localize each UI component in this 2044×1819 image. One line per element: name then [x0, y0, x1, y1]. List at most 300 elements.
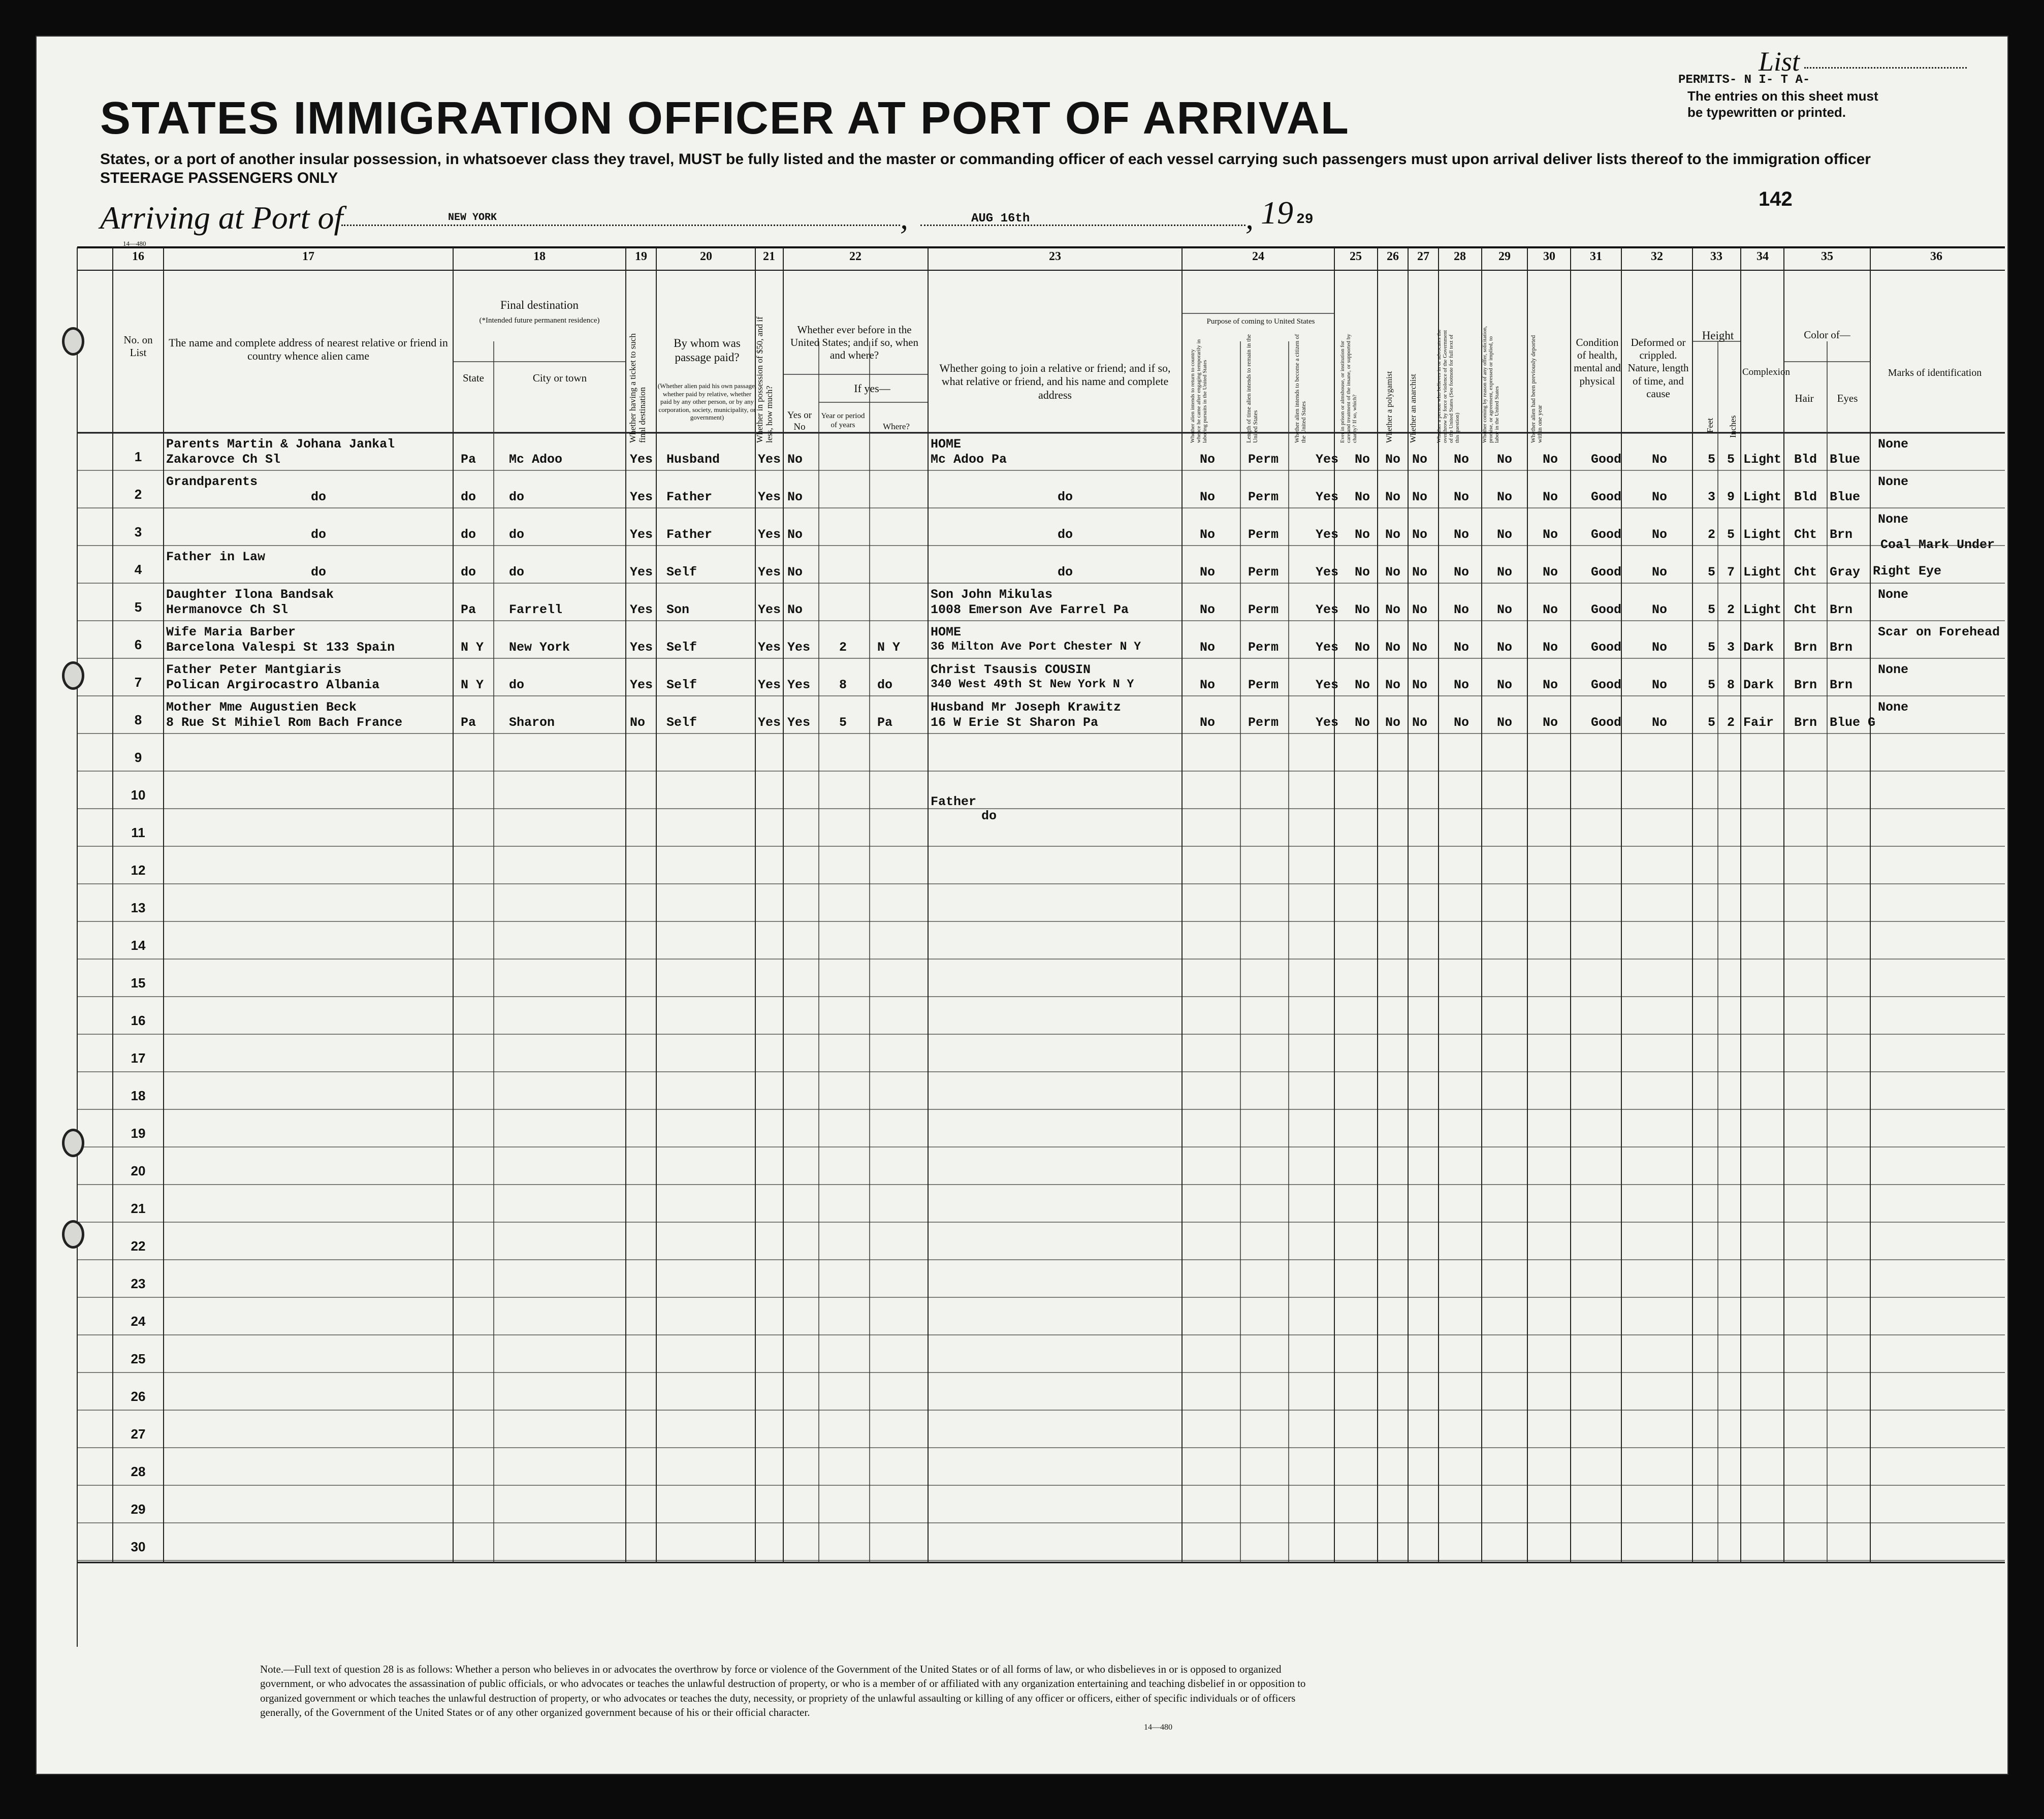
join-line-2: 16 W Erie St Sharon Pa — [931, 715, 1099, 730]
purpose-stay: Perm — [1248, 715, 1279, 730]
identification-marks: Scar on Forehead — [1878, 625, 2000, 640]
prison-answer: No — [1355, 602, 1370, 617]
header-before-yesno: Yes or No — [787, 410, 812, 432]
passage-paid-by: Husband — [666, 452, 720, 467]
money-answer: Yes — [758, 602, 781, 617]
money-answer: Yes — [758, 527, 781, 542]
before-answer: Yes — [787, 678, 811, 692]
row-number: 10 — [131, 787, 146, 803]
overthrow-answer: No — [1454, 490, 1470, 504]
typewritten-note-2: be typewritten or printed. — [1687, 105, 1846, 120]
purpose-stay: Perm — [1248, 678, 1279, 692]
height-feet: 5 — [1708, 452, 1716, 467]
purpose-return: No — [1200, 565, 1216, 580]
hair-color: Cht — [1794, 565, 1817, 580]
header-where: Where? — [883, 422, 910, 431]
relative-name: Parents Martin & Johana Jankal — [166, 437, 395, 452]
column-number: 32 — [1651, 250, 1663, 263]
footnote: Note.—Full text of question 28 is as follows: Whether a person who believes in or advocates the overthrow by force or violence of the Government of the United States or of all forms of law, or who disbelieves in or is opposed to organized government, or who advocates the assassination of public officials, or who advocates or teaches the unlawful destruction of property, or who is a member of or affiliated with any organization entertaining and teaching disbelief in or opposition to organized government or which teaches the unlawful destruction of property, or who advocates or teaches the duty, necessity, or propriety of the unlawful assaulting or killing of any officer or officers, either of specific individuals or of officers generally, of the Government of the United States or of any other organized government because of his or their official character. — [260, 1663, 1306, 1719]
eye-color: Brn — [1830, 602, 1853, 617]
anarchist-answer: No — [1412, 565, 1428, 580]
purpose-return: No — [1200, 602, 1216, 617]
destination-city: Mc Adoo — [509, 452, 563, 467]
purpose-citizen: Yes — [1316, 565, 1339, 580]
health-condition: Good — [1591, 715, 1622, 730]
hair-color: Brn — [1794, 640, 1817, 655]
money-answer: Yes — [758, 565, 781, 580]
column-number: 27 — [1417, 250, 1429, 263]
height-feet: 5 — [1708, 565, 1716, 580]
row-number: 30 — [131, 1539, 146, 1554]
row-number: 7 — [134, 675, 142, 690]
destination-city: do — [509, 565, 525, 580]
before-answer: No — [787, 490, 803, 504]
labor-offer-answer: No — [1497, 527, 1513, 542]
header-complexion: Complexion — [1742, 367, 1790, 377]
column-number: 22 — [849, 250, 861, 263]
manifest-sheet: STATES IMMIGRATION OFFICER AT PORT OF ARRIVAL States, or a port of another insular possession, in whatsoever class they travel, MUST be fully listed and the master or commanding officer of each vessel carrying such passengers must upon arrival deliver lists thereof to the immigration officer STEERAGE PASSENGERS ONLY Arriving at Port of NEW YORK , AUG 16th , 19 29 142 List PERMITS- N I- T A- The entries on this sheet must be typewritten or printed. 14—480 16 17 18 19 20 21 22 23 24 25 26 27 28 29 30 31 32 33 34 35 36 No. on List The name and complete address of nearest relative or friend in country whence alien came Final destination (*Intended future permanent residence) State City or town Whether having a ticket to such final destination By whom was passage paid? (Whether alien paid his own passage, whether paid by relative, whether paid by any other person, or by any corporation, society, municipality, or government) Whether in possession of $50, and if less, how much? Whether ever before in the United States; and if so, when and where? Yes or No If yes— Year or period of years Where? Whether going to join a relative or friend; and if so, what relative or friend, and his name and complete address Purpose of coming to United States Whether alien intends to return to country whence he came after engaging temporarily in laboring pursuits in the United States Length of time alien intends to remain in the United States Whether alien intends to become a citizen of the United States Ever in prison or almshouse, or institution for care and treatment of the insane, or supported by charity? If so, which? Whether a polygamist Whether an anarchist Whether a person who believes in or advocates the overthrow by force or violence of the Government of the United States (See footnote for full text of this question) Whether coming by reason of any offer, solicitation, promise, or agreement, expressed or implied, to labor in the United States Whether alien had been previously deported within one year Condition of health, mental and physical Deformed or crippled. Nature, length of time, and cause Height Feet Inches Complexion Color of— Hair Eyes Marks of identification 1 2 3 4 5 6 7 8 9 10 11 12 13 14 15 16 17 18 19 20 21 22 23 24 25 26 27 28 29 30 Parents Martin & Johana Jankal Zakarovce Ch Sl Pa Mc Adoo Yes Husband Yes No HOME Mc Adoo Pa No Perm Yes No No No No No No Good No 5 5 Light Bld Blue None Grandparents do do do Yes Father Yes No do No Perm Yes No No No No No No Good No 3 9 Light Bld Blue None do do do Yes Father Yes No do No Perm Yes No No No No No No Good No 2 5 Light Cht Brn None Father in Law do do do Yes Self Yes No do No Perm Yes No No No No No No Good No 5 7 Light Cht Gray Coal Mark Under Right Eye Daughter Ilona Bandsak Hermanovce Ch Sl Pa Farrell Yes Son Yes No Son John Mikulas 1008 Emerson Ave Farrel Pa No Perm Yes No No No No No No Good No 5 2 Light Cht Brn None Wife Maria Barber Barcelona Valespi St 133 Spain N Y New York Yes Self Yes Yes 2 N Y HOME 36 Milton Ave Port Chester N Y No Perm Yes No No No No No No Good No 5 3 Dark Brn Brn Scar on Forehead Father Peter Mantgiaris Polican Argirocastro Albania N Y do Yes Self Yes Yes 8 do Christ Tsausis COUSIN 340 West 49th St New York N Y No Perm Yes No No No No No No Good No 5 8 Dark Brn Brn None Mother Mme Augustien Beck 8 Rue St Mihiel Rom Bach France Pa Sharon No Self Yes Yes 5 Pa Husband Mr Joseph Krawitz 16 W Erie St Sharon Pa No Perm Yes No No No No No No Good No 5 2 Fair Brn Blue G None Father do Note.—Full text of question 28 is as follows: Whether a person who believes in or advocates the overthrow by force or violence of the Government of the United States or of all forms of law, or who disbelieves in or is opposed to organized government, or who advocates the assassination of public officials, or who advocates or teaches the unlawful destruction of property, or who is a member of or affiliated with any organization entertaining and teaching disbelief in or opposition to organized government or which teaches the unlawful destruction of property, or who advocates or teaches the duty, necessity, or propriety of the unlawful assaulting or killing of any officer or officers, either of specific individuals or of officers generally, of the Government of the United States or of any other organized government because of his or their official character. 14—480 — [36, 36, 2008, 1775]
health-condition: Good — [1591, 527, 1622, 542]
ticket-answer: Yes — [630, 452, 653, 467]
passenger-class: STEERAGE PASSENGERS ONLY — [100, 170, 338, 186]
ticket-answer: Yes — [630, 640, 653, 655]
column-number: 17 — [302, 250, 314, 263]
complexion-value: Light — [1743, 527, 1782, 542]
join-line-1: Husband Mr Joseph Krawitz — [931, 700, 1122, 715]
marks-line-1: Coal Mark Under — [1880, 537, 1995, 552]
deported-answer: No — [1543, 452, 1558, 467]
hair-color: Bld — [1794, 490, 1817, 504]
health-condition: Good — [1591, 490, 1622, 504]
height-feet: 5 — [1708, 640, 1716, 655]
column-number: 24 — [1252, 250, 1264, 263]
purpose-return: No — [1200, 452, 1216, 467]
row-number: 19 — [131, 1126, 146, 1141]
page-title: STATES IMMIGRATION OFFICER AT PORT OF ARRIVAL — [100, 93, 1350, 144]
deported-answer: No — [1543, 565, 1558, 580]
height-inches: 9 — [1727, 490, 1735, 504]
relative-address: Hermanovce Ch Sl — [166, 602, 289, 617]
hair-color: Brn — [1794, 678, 1817, 692]
row-number: 28 — [131, 1464, 146, 1479]
header-final-destination-sub: (*Intended future permanent residence) — [479, 316, 600, 325]
destination-state: Pa — [461, 715, 476, 730]
header-no-on-list: No. on List — [123, 334, 153, 359]
header-prison: Ever in prison or almshouse, or institution for care and treatment of the insane, or supported by charity? If so, which? — [1339, 334, 1358, 443]
header-passage-paid: By whom was passage paid? — [674, 337, 741, 364]
row-number: 2 — [134, 487, 142, 502]
purpose-citizen: Yes — [1316, 602, 1339, 617]
header-ticket: Whether having a ticket to such final destination — [628, 333, 647, 443]
header-polygamist: Whether a polygamist — [1385, 371, 1394, 443]
overthrow-answer: No — [1454, 452, 1470, 467]
anarchist-answer: No — [1412, 602, 1428, 617]
column-number: 30 — [1543, 250, 1555, 263]
footer-code: 14—480 — [1144, 1723, 1172, 1732]
form-code: 14—480 — [123, 240, 146, 247]
column-number: 34 — [1756, 250, 1769, 263]
purpose-stay: Perm — [1248, 527, 1279, 542]
height-inches: 2 — [1727, 715, 1735, 730]
before-answer: No — [787, 527, 803, 542]
purpose-stay: Perm — [1248, 565, 1279, 580]
height-inches: 5 — [1727, 452, 1735, 467]
prison-answer: No — [1355, 678, 1370, 692]
labor-offer-answer: No — [1497, 715, 1513, 730]
row-number: 1 — [134, 449, 142, 464]
destination-state: Pa — [461, 602, 476, 617]
prison-answer: No — [1355, 715, 1370, 730]
header-overthrow: Whether a person who believes in or advocates the overthrow by force or violence of the Government of the United States (See footnote for full text of this question) — [1436, 329, 1461, 443]
marks-line-2: Right Eye — [1873, 564, 1942, 579]
health-condition: Good — [1591, 678, 1622, 692]
deformed-answer: No — [1652, 565, 1668, 580]
header-feet: Feet — [1705, 418, 1715, 433]
prison-answer: No — [1355, 490, 1370, 504]
header-purpose-return: Whether alien intends to return to country whence he came after engaging temporarily in laboring pursuits in the United States — [1190, 339, 1208, 443]
before-answer: No — [787, 602, 803, 617]
header-color-of: Color of— — [1804, 329, 1850, 341]
punch-hole — [62, 1129, 84, 1157]
header-state: State — [463, 372, 484, 384]
arrival-date: AUG 16th — [971, 212, 1030, 226]
prison-answer: No — [1355, 640, 1370, 655]
before-where: do — [877, 678, 893, 692]
purpose-stay: Perm — [1248, 640, 1279, 655]
header-years: Year or period of years — [821, 412, 865, 429]
health-condition: Good — [1591, 602, 1622, 617]
height-inches: 5 — [1727, 527, 1735, 542]
before-where: N Y — [877, 640, 901, 655]
header-final-destination: Final destination — [500, 299, 579, 311]
header-purpose-length: Length of time alien intends to remain in the United States — [1245, 334, 1259, 443]
column-number: 23 — [1049, 250, 1061, 263]
row-number: 13 — [131, 900, 146, 915]
row-number: 21 — [131, 1201, 146, 1216]
row-number: 14 — [131, 938, 146, 953]
purpose-return: No — [1200, 490, 1216, 504]
purpose-citizen: Yes — [1316, 527, 1339, 542]
column-number: 29 — [1498, 250, 1511, 263]
destination-city: do — [509, 490, 525, 504]
ticket-answer: Yes — [630, 602, 653, 617]
height-feet: 5 — [1708, 678, 1716, 692]
height-feet: 5 — [1708, 715, 1716, 730]
punch-hole — [62, 1220, 84, 1249]
row-number: 27 — [131, 1426, 146, 1442]
punch-hole — [62, 661, 84, 690]
prison-answer: No — [1355, 565, 1370, 580]
complexion-value: Fair — [1743, 715, 1774, 730]
deported-answer: No — [1543, 527, 1558, 542]
identification-marks: None — [1878, 662, 1909, 677]
overthrow-answer: No — [1454, 602, 1470, 617]
purpose-citizen: Yes — [1316, 452, 1339, 467]
deformed-answer: No — [1652, 678, 1668, 692]
before-answer: No — [787, 565, 803, 580]
header-health: Condition of health, mental and physical — [1574, 336, 1621, 387]
hair-color: Brn — [1794, 715, 1817, 730]
height-inches: 3 — [1727, 640, 1735, 655]
deformed-answer: No — [1652, 715, 1668, 730]
ticket-answer: Yes — [630, 527, 653, 542]
purpose-stay: Perm — [1248, 602, 1279, 617]
overthrow-answer: No — [1454, 565, 1470, 580]
passage-paid-by: Self — [666, 715, 697, 730]
anarchist-answer: No — [1412, 452, 1428, 467]
row-number: 3 — [134, 524, 142, 539]
deformed-answer: No — [1652, 490, 1668, 504]
relative-address: Polican Argirocastro Albania — [166, 678, 380, 692]
purpose-citizen: Yes — [1316, 640, 1339, 655]
relative-address: 8 Rue St Mihiel Rom Bach France — [166, 715, 403, 730]
header-relative-address: The name and complete address of nearest relative or friend in country whence alien came — [169, 336, 448, 363]
row-number: 6 — [134, 637, 142, 652]
purpose-return: No — [1200, 678, 1216, 692]
relative-address: Zakarovce Ch Sl — [166, 452, 281, 467]
typewritten-note-1: The entries on this sheet must — [1687, 88, 1878, 104]
page-number: 142 — [1759, 188, 1793, 210]
passage-paid-by: Self — [666, 640, 697, 655]
column-number: 35 — [1821, 250, 1833, 263]
complexion-value: Dark — [1743, 640, 1774, 655]
destination-state: Pa — [461, 452, 476, 467]
ticket-answer: Yes — [630, 678, 653, 692]
header-city: City or town — [532, 372, 587, 384]
labor-offer-answer: No — [1497, 640, 1513, 655]
deformed-answer: No — [1652, 527, 1668, 542]
header-join-relative: Whether going to join a relative or friend; and if so, what relative or friend, and his name and complete address — [939, 362, 1171, 401]
join-line-2: do — [1058, 490, 1073, 504]
row-number: 17 — [131, 1050, 146, 1066]
join-line-2: Mc Adoo Pa — [931, 452, 1007, 467]
row-number: 5 — [134, 599, 142, 615]
header-inches: Inches — [1728, 415, 1738, 438]
eye-color: Gray — [1830, 565, 1861, 580]
destination-city: Sharon — [509, 715, 555, 730]
relative-address: do — [311, 527, 327, 542]
header-deported: Whether alien had been previously deported within one year — [1529, 335, 1544, 443]
join-line-1: Son John Mikulas — [931, 587, 1053, 602]
before-where: Pa — [877, 715, 893, 730]
identification-marks: None — [1878, 700, 1909, 715]
header-marks: Marks of identification — [1888, 367, 1982, 378]
complexion-value: Dark — [1743, 678, 1774, 692]
header-purpose-citizen: Whether alien intends to become a citizen of the United States — [1293, 334, 1307, 443]
passage-paid-by: Father — [666, 527, 713, 542]
deported-answer: No — [1543, 640, 1558, 655]
height-inches: 7 — [1727, 565, 1735, 580]
arriving-label: Arriving at Port of — [100, 200, 343, 236]
header-if-yes: If yes— — [854, 382, 890, 395]
overthrow-answer: No — [1454, 678, 1470, 692]
row-number: 11 — [131, 825, 145, 840]
purpose-citizen: Yes — [1316, 715, 1339, 730]
join-line-1: HOME — [931, 437, 962, 452]
table-grid — [37, 37, 2007, 1774]
destination-state: do — [461, 490, 476, 504]
prison-answer: No — [1355, 452, 1370, 467]
relative-address: Barcelona Valespi St 133 Spain — [166, 640, 395, 655]
health-condition: Good — [1591, 640, 1622, 655]
complexion-value: Light — [1743, 565, 1782, 580]
port-name: NEW YORK — [448, 212, 497, 224]
relative-name: Father in Law — [166, 550, 266, 564]
column-number: 20 — [700, 250, 712, 263]
health-condition: Good — [1591, 452, 1622, 467]
anarchist-answer: No — [1412, 678, 1428, 692]
extra-join-line-2: do — [981, 809, 997, 823]
year-prefix: 19 — [1261, 195, 1293, 231]
deformed-answer: No — [1652, 640, 1668, 655]
row-number: 12 — [131, 863, 146, 878]
relative-name: Wife Maria Barber — [166, 625, 296, 640]
permits-stamp: PERMITS- N I- T A- — [1678, 73, 1810, 87]
row-number: 4 — [134, 562, 142, 577]
column-number: 26 — [1387, 250, 1399, 263]
row-number: 25 — [131, 1351, 146, 1366]
anarchist-answer: No — [1412, 640, 1428, 655]
header-money: Whether in possession of $50, and if less, how much? — [755, 316, 774, 443]
relative-name: Father Peter Mantgiaris — [166, 662, 342, 677]
ticket-answer: Yes — [630, 565, 653, 580]
passage-paid-by: Son — [666, 602, 690, 617]
overthrow-answer: No — [1454, 640, 1470, 655]
overthrow-answer: No — [1454, 527, 1470, 542]
deformed-answer: No — [1652, 602, 1668, 617]
labor-offer-answer: No — [1497, 565, 1513, 580]
column-number: 33 — [1710, 250, 1722, 263]
row-number: 15 — [131, 975, 146, 991]
ticket-answer: Yes — [630, 490, 653, 504]
column-number: 31 — [1590, 250, 1602, 263]
money-answer: Yes — [758, 490, 781, 504]
passage-paid-by: Father — [666, 490, 713, 504]
complexion-value: Light — [1743, 602, 1782, 617]
row-number: 16 — [131, 1013, 146, 1028]
relative-name: Grandparents — [166, 474, 258, 489]
height-feet: 3 — [1708, 490, 1716, 504]
ticket-answer: No — [630, 715, 646, 730]
before-answer: No — [787, 452, 803, 467]
list-label: List — [1759, 46, 1800, 77]
anarchist-answer: No — [1412, 490, 1428, 504]
eye-color: Blue G — [1830, 715, 1876, 730]
row-number: 20 — [131, 1163, 146, 1178]
punch-hole — [62, 327, 84, 356]
row-number: 9 — [134, 750, 142, 765]
header-before-us: Whether ever before in the United States; and if so, when and where? — [790, 324, 918, 362]
header-deformed: Deformed or crippled. Nature, length of time, and cause — [1627, 336, 1689, 400]
money-answer: Yes — [758, 678, 781, 692]
header-labor-offer: Whether coming by reason of any offer, solicitation, promise, or agreement, expressed or implied, to labor in the United States — [1482, 326, 1500, 443]
join-line-2: 1008 Emerson Ave Farrel Pa — [931, 602, 1129, 617]
height-feet: 2 — [1708, 527, 1716, 542]
before-answer: Yes — [787, 715, 811, 730]
relative-address: do — [311, 565, 327, 580]
polygamist-answer: No — [1385, 602, 1401, 617]
labor-offer-answer: No — [1497, 490, 1513, 504]
health-condition: Good — [1591, 565, 1622, 580]
deported-answer: No — [1543, 715, 1558, 730]
join-line-2: do — [1058, 565, 1073, 580]
before-answer: Yes — [787, 640, 811, 655]
deported-answer: No — [1543, 490, 1558, 504]
column-number: 21 — [763, 250, 775, 263]
destination-city: do — [509, 527, 525, 542]
purpose-stay: Perm — [1248, 490, 1279, 504]
eye-color: Brn — [1830, 527, 1853, 542]
purpose-return: No — [1200, 640, 1216, 655]
identification-marks: None — [1878, 587, 1909, 602]
header-anarchist: Whether an anarchist — [1409, 374, 1418, 443]
hair-color: Cht — [1794, 527, 1817, 542]
join-line-2: 36 Milton Ave Port Chester N Y — [931, 640, 1141, 653]
purpose-citizen: Yes — [1316, 490, 1339, 504]
relative-address: do — [311, 490, 327, 504]
row-number: 26 — [131, 1389, 146, 1404]
passage-paid-by: Self — [666, 678, 697, 692]
before-years: 5 — [839, 715, 847, 730]
destination-state: N Y — [461, 678, 484, 692]
header-eyes: Eyes — [1837, 392, 1858, 404]
join-line-2: 340 West 49th St New York N Y — [931, 678, 1134, 691]
column-number: 16 — [132, 250, 144, 263]
hair-color: Cht — [1794, 602, 1817, 617]
column-number: 36 — [1930, 250, 1942, 263]
row-number: 24 — [131, 1314, 146, 1329]
prison-answer: No — [1355, 527, 1370, 542]
column-number: 25 — [1350, 250, 1362, 263]
identification-marks: None — [1878, 437, 1909, 452]
height-inches: 2 — [1727, 602, 1735, 617]
destination-state: N Y — [461, 640, 484, 655]
instruction-text: States, or a port of another insular possession, in whatsoever class they travel, MUST be fully listed and the master or commanding officer of each vessel carrying such passengers must upon arrival deliver lists thereof to the immigration officer — [100, 151, 1871, 168]
row-number: 18 — [131, 1088, 146, 1103]
money-answer: Yes — [758, 715, 781, 730]
join-line-1: HOME — [931, 625, 962, 640]
overthrow-answer: No — [1454, 715, 1470, 730]
anarchist-answer: No — [1412, 715, 1428, 730]
complexion-value: Light — [1743, 490, 1782, 504]
deported-answer: No — [1543, 602, 1558, 617]
polygamist-answer: No — [1385, 527, 1401, 542]
row-number: 8 — [134, 712, 142, 727]
header-purpose: Purpose of coming to United States — [1206, 317, 1315, 326]
purpose-citizen: Yes — [1316, 678, 1339, 692]
eye-color: Brn — [1830, 640, 1853, 655]
polygamist-answer: No — [1385, 490, 1401, 504]
before-years: 2 — [839, 640, 847, 655]
column-number: 28 — [1454, 250, 1466, 263]
deported-answer: No — [1543, 678, 1558, 692]
purpose-return: No — [1200, 715, 1216, 730]
deformed-answer: No — [1652, 452, 1668, 467]
destination-city: do — [509, 678, 525, 692]
anarchist-answer: No — [1412, 527, 1428, 542]
purpose-stay: Perm — [1248, 452, 1279, 467]
destination-city: New York — [509, 640, 570, 655]
money-answer: Yes — [758, 640, 781, 655]
destination-state: do — [461, 565, 476, 580]
column-number: 18 — [533, 250, 546, 263]
hair-color: Bld — [1794, 452, 1817, 467]
identification-marks: None — [1878, 512, 1909, 527]
polygamist-answer: No — [1385, 678, 1401, 692]
polygamist-answer: No — [1385, 452, 1401, 467]
join-line-1: Christ Tsausis COUSIN — [931, 662, 1091, 677]
header-passage-paid-sub: (Whether alien paid his own passage, whether paid by relative, whether paid by any other person, or by any corporation, society, municipality, or government) — [657, 382, 757, 422]
